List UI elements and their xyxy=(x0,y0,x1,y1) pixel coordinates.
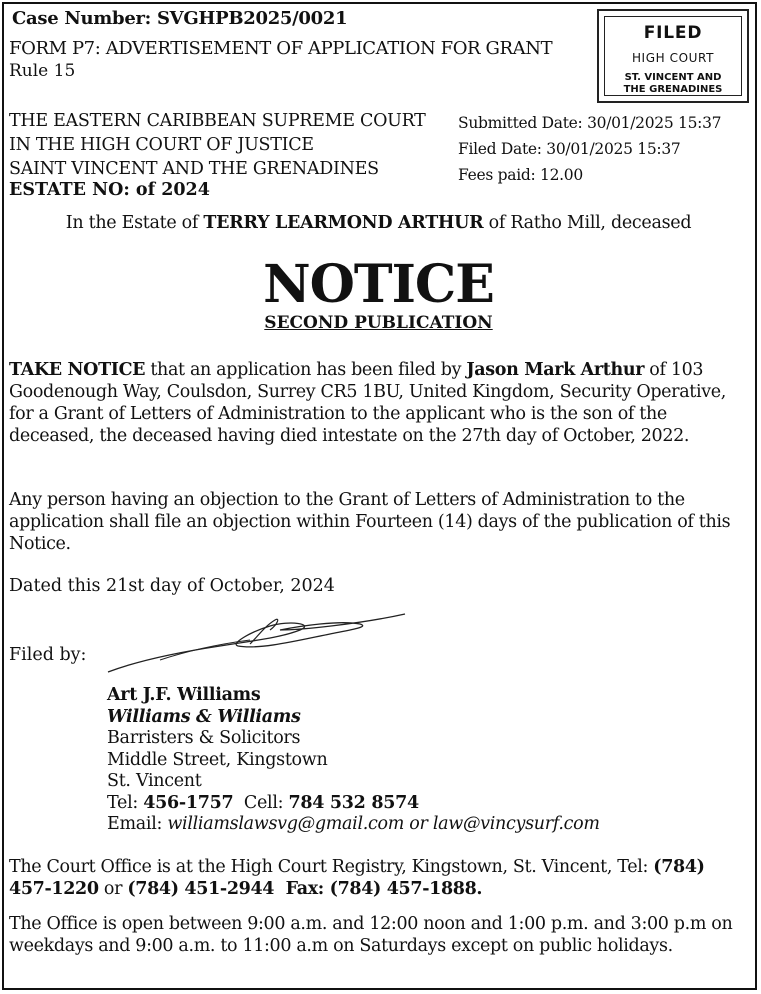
cell-label: Cell: xyxy=(233,792,289,813)
estate-prefix: In the Estate of xyxy=(65,213,204,233)
firm-name: Williams & Williams xyxy=(107,706,301,727)
filed-date: Filed Date: 30/01/2025 15:37 xyxy=(458,140,681,158)
office-text: The Court Office is at the High Court Registry, Kingstown, St. Vincent, Tel: xyxy=(9,857,654,877)
court-line-3: SAINT VINCENT AND THE GRENADINES xyxy=(9,159,379,179)
estate-line xyxy=(0,213,757,233)
p1-text-a: that an application has been filed by xyxy=(145,360,467,380)
submitted-date: Submitted Date: 30/01/2025 15:37 xyxy=(458,114,722,132)
solicitor-role: Barristers & Solicitors xyxy=(107,728,301,748)
stamp-filed: FILED xyxy=(643,23,703,43)
email-label: Email: xyxy=(107,814,168,834)
rule-label: Rule 15 xyxy=(9,61,76,81)
stamp-jurisdiction xyxy=(605,72,741,96)
take-notice-lead: TAKE NOTICE xyxy=(9,360,146,380)
email-address: williamslawsvg@gmail.com or law@vincysurf.com xyxy=(167,814,600,834)
dated-line: Dated this 21st day of October, 2024 xyxy=(9,576,335,596)
court-line-1: THE EASTERN CARIBBEAN SUPREME COURT xyxy=(9,111,426,131)
filed-by-label: Filed by: xyxy=(9,645,87,665)
case-number: Case Number: SVGHPB2025/0021 xyxy=(12,8,348,29)
signature xyxy=(100,600,420,680)
tel-number: 456-1757 xyxy=(143,792,234,813)
solicitor-name: Art J.F. Williams xyxy=(107,685,261,705)
cell-number: 784 532 8574 xyxy=(288,792,419,813)
estate-suffix: of Ratho Mill, deceased xyxy=(483,213,692,233)
stamp-court: HIGH COURT xyxy=(631,51,715,65)
court-heading xyxy=(9,109,426,181)
filing-details xyxy=(458,110,721,188)
office-hours-paragraph: The Office is open between 9:00 a.m. and 12:00 noon and 1:00 p.m. and 3:00 p.m on weekdays and 9:00 a.m. to 11:00 a.m on Saturdays except on public holidays. xyxy=(9,914,733,956)
solicitor-phones xyxy=(107,793,600,815)
solicitor-town: St. Vincent xyxy=(107,771,202,791)
applicant-name: Jason Mark Arthur xyxy=(466,360,645,380)
office-or: or xyxy=(98,879,128,899)
p1-text-b: of 103 Goodenough Way, Coulsdon, Surrey CR5 1BU, United Kingdom, Security Operative, for a Grant of Letters of Administration to the applicant who is the son of the deceased, the deceased having died intestate on the 27th day of October, 2022. xyxy=(9,360,726,446)
notice-title: NOTICE xyxy=(263,254,494,315)
stamp-line3: ST. VINCENT AND xyxy=(624,72,722,83)
tel-label: Tel: xyxy=(107,792,144,813)
objection-paragraph: Any person having an objection to the Grant of Letters of Administration to the application shall file an objection within Fourteen (14) days of the publication of this Notice. xyxy=(9,490,731,554)
office-tel-1: (784) 457-1220 xyxy=(9,857,705,899)
stamp-line4: THE GRENADINES xyxy=(623,84,723,95)
court-line-2: IN THE HIGH COURT OF JUSTICE xyxy=(9,135,314,155)
filed-stamp xyxy=(597,9,749,103)
solicitor-street: Middle Street, Kingstown xyxy=(107,749,328,770)
court-office-paragraph xyxy=(9,856,745,900)
solicitor-block xyxy=(107,685,600,836)
office-tel-2-fax: (784) 451-2944 Fax: (784) 457-1888. xyxy=(127,879,483,899)
notice-subtitle: SECOND PUBLICATION xyxy=(264,313,493,333)
form-title: FORM P7: ADVERTISEMENT OF APPLICATION FOR GRANT xyxy=(9,38,553,59)
solicitor-email xyxy=(107,814,600,836)
fees-paid: Fees paid: 12.00 xyxy=(458,166,583,184)
take-notice-paragraph xyxy=(9,359,745,447)
deceased-name: TERRY LEARMOND ARTHUR xyxy=(203,213,484,233)
estate-number: ESTATE NO: of 2024 xyxy=(9,180,210,200)
